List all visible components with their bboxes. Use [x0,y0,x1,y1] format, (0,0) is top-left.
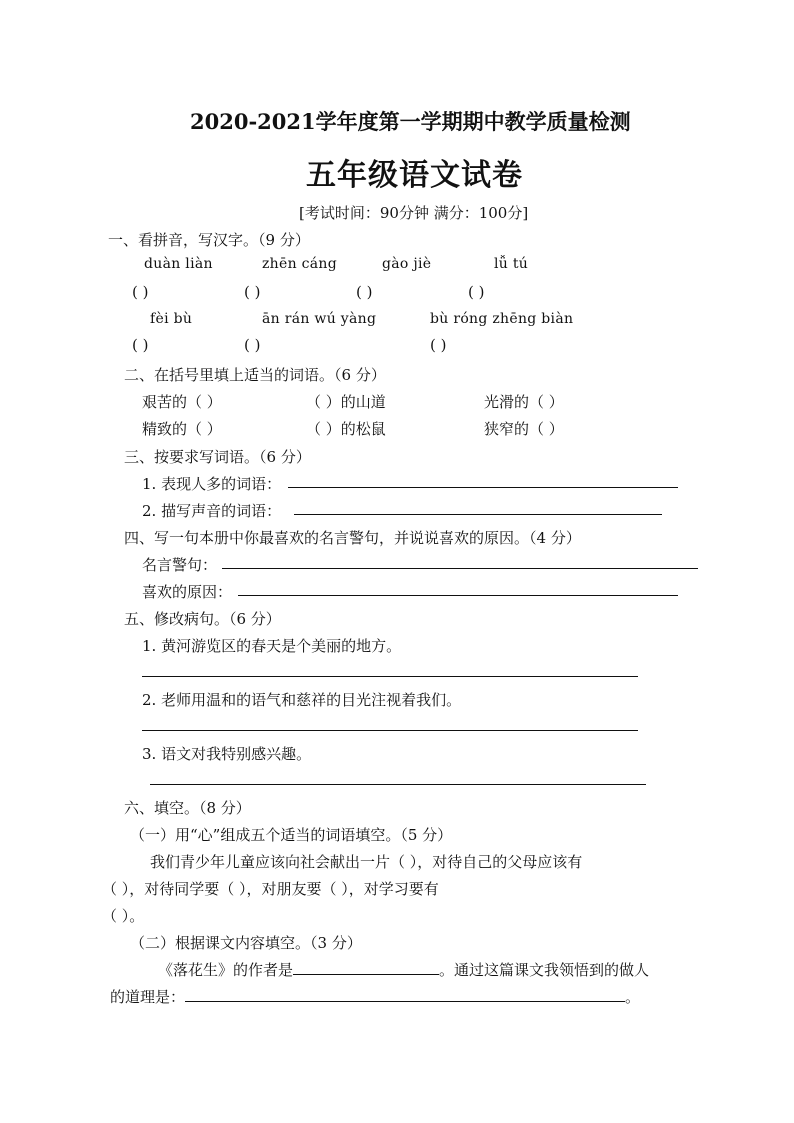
pinyin-item: fèi bù [150,311,193,327]
question-label: 2. 描写声音的词语： [142,502,282,520]
question-text: 1. 黄河游览区的春天是个美丽的地方。 [142,637,402,655]
paper-subtitle: 五年级语文试卷 [306,158,523,193]
section-3-heading: 三、按要求写词语。（6 分） [124,448,311,466]
answer-bracket[interactable]: ( ) [430,336,447,354]
answer-bracket[interactable]: ( ) [132,336,149,354]
question-text: 3. 语文对我特别感兴趣。 [142,745,312,763]
pinyin-item: duàn liàn [144,256,213,272]
answer-bracket[interactable]: ( ) [468,283,485,301]
paragraph-line [158,959,649,980]
paragraph-text: 。 [625,988,641,1006]
fill-item[interactable]: 精致的（ ） [142,420,222,438]
answer-bracket[interactable]: ( ) [356,283,373,301]
paragraph-text: 的道理是： [110,988,186,1006]
pinyin-item: lǚ tú [494,256,529,272]
paragraph-line [110,986,640,1007]
answer-line[interactable] [150,784,646,785]
paragraph-text: 《落花生》的作者是 [158,961,294,979]
section-2-heading: 二、在括号里填上适当的词语。（6 分） [124,366,386,384]
section-1-heading: 一、看拼音，写汉字。（9 分） [108,231,310,249]
section-6-heading: 六、填空。（8 分） [124,799,251,817]
exam-info: [考试时间：90分钟 满分：100分] [299,204,529,222]
paragraph-text[interactable]: 我们青少年儿童应该向社会献出一片（ ），对待自己的父母应该有 [150,853,583,871]
subsection-heading: （二）根据课文内容填空。（3 分） [130,934,362,952]
answer-line[interactable] [288,487,678,488]
paragraph-text[interactable]: （ ），对待同学要（ ），对朋友要（ ），对学习要有 [102,880,439,898]
question-label: 名言警句： [142,556,218,574]
section-5-heading: 五、修改病句。（6 分） [124,610,281,628]
question-label: 1. 表现人多的词语： [142,475,282,493]
answer-line[interactable] [222,568,698,569]
answer-line[interactable] [238,595,678,596]
answer-line[interactable] [293,960,439,975]
exam-title: 2020-2021学年度第一学期期中教学质量检测 [190,109,631,134]
pinyin-item: zhēn cáng [262,256,338,272]
pinyin-item: gào jiè [382,256,432,272]
answer-bracket[interactable]: ( ) [244,336,261,354]
fill-item[interactable]: 光滑的（ ） [484,393,564,411]
paragraph-text[interactable]: （ ）。 [102,907,145,925]
question-label: 喜欢的原因： [142,583,233,601]
question-text: 2. 老师用温和的语气和慈祥的目光注视着我们。 [142,691,462,709]
answer-line[interactable] [294,514,662,515]
answer-line[interactable] [142,676,638,677]
fill-item[interactable]: 狭窄的（ ） [484,420,564,438]
answer-line[interactable] [142,730,638,731]
fill-item[interactable]: （ ）的山道 [306,393,386,411]
answer-bracket[interactable]: ( ) [244,283,261,301]
fill-item[interactable]: （ ）的松鼠 [306,420,386,438]
pinyin-item: ān rán wú yàng [262,311,377,327]
fill-item[interactable]: 艰苦的（ ） [142,393,222,411]
answer-line[interactable] [185,987,625,1002]
answer-bracket[interactable]: ( ) [132,283,149,301]
paragraph-text: 。通过这篇课文我领悟到的做人 [439,961,650,979]
pinyin-item: bù róng zhēng biàn [430,311,574,327]
section-4-heading: 四、写一句本册中你最喜欢的名言警句，并说说喜欢的原因。（4 分） [124,529,581,547]
subsection-heading: （一）用“心”组成五个适当的词语填空。（5 分） [130,826,453,844]
